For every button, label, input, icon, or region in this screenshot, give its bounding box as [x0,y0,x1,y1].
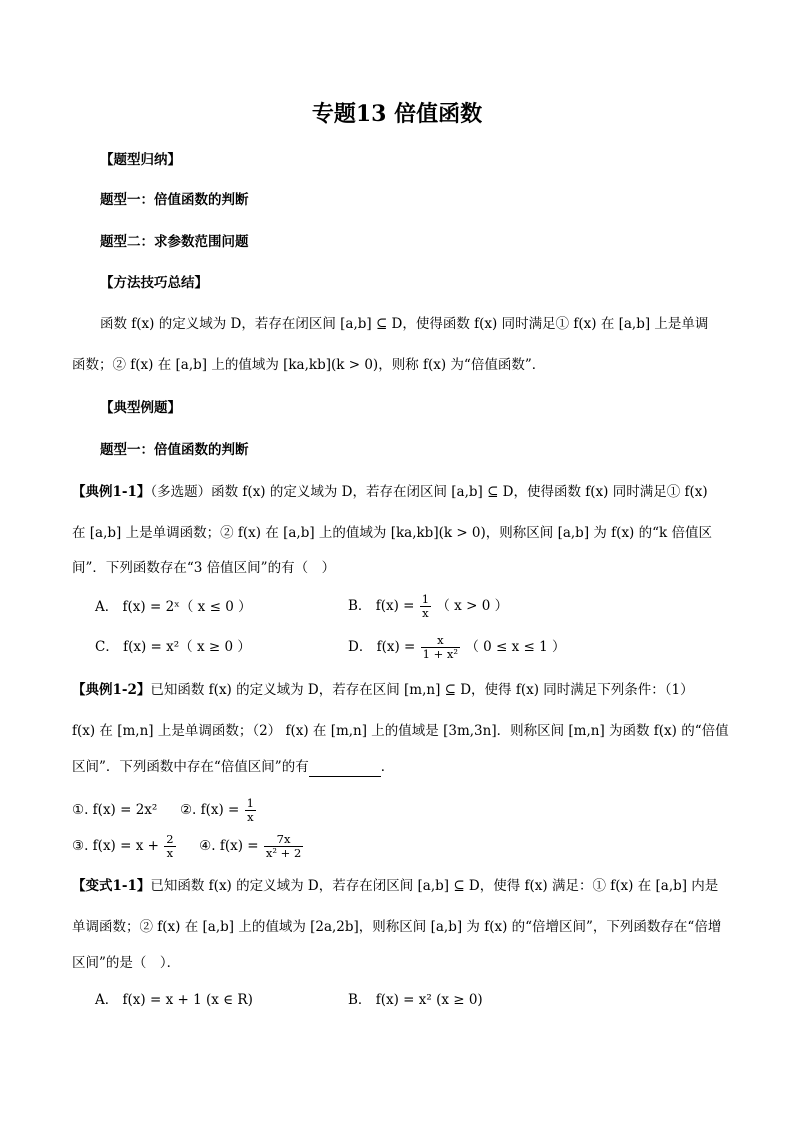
example-1-2-items-row-1 [72,794,257,826]
example-1-1-option-b [348,590,508,622]
type-one-heading-repeat: 题型一：倍值函数的判断 [100,442,249,458]
page-title: 专题13 倍值函数 [311,101,483,127]
item-3-denominator: x [166,846,174,860]
example-1-2-item-3-fraction [164,833,175,860]
item-4-denominator: x² + 2 [265,846,302,860]
section-heading-methods: 【方法技巧总结】 [100,275,208,291]
variant-1-1-option-a: A． f(x) = x + 1 (x ∈ R) [95,992,253,1008]
example-1-1-option-c: C． f(x) = x²（ x ≥ 0 ） [95,639,251,655]
example-1-2-line-3-end: ． [380,759,395,775]
example-1-2-item-1: ①. f(x) = 2x² [72,802,158,818]
item-4-numerator: 7x [264,833,303,847]
example-1-2-items-row-2 [72,830,304,862]
method-line-2: 函数；② f(x) 在 [a,b] 上的值域为 [ka,kb](k > 0)，则称 f(x) 为“倍值函数”． [72,357,546,373]
example-1-2-text: 已知函数 f(x) 的定义域为 D，若存在区间 [m,n] ⊆ D，使得 f(x) 同时满足下列条件：（1） [150,682,694,698]
example-1-1-label: 【典例1-1】 [72,484,151,500]
variant-1-1-line-1 [72,876,718,896]
option-b-prefix: B． f(x) = [348,598,415,614]
variant-1-1-text: 已知函数 f(x) 的定义域为 D，若存在闭区间 [a,b] ⊆ D，使得 f(x) 满足：① f(x) 在 [a,b] 内是 [150,878,719,894]
example-1-2-item-4-prefix: ④. f(x) = [199,838,259,854]
example-1-2-item-4-fraction [264,833,303,860]
example-1-2-line-3 [72,757,394,777]
section-heading-types: 【题型归纳】 [100,152,181,168]
example-1-2-label: 【典例1-2】 [72,682,151,698]
example-1-1-option-a: A． f(x) = 2ˣ（ x ≤ 0 ） [95,599,252,615]
example-1-2-item-3-prefix: ③. f(x) = x + [72,838,159,854]
option-d-fraction [421,634,460,661]
option-d-suffix: （ 0 ≤ x ≤ 1 ） [465,639,566,655]
option-d-numerator: x [421,634,460,648]
option-b-fraction [420,593,431,620]
example-1-2-line-3-text: 区间”．下列函数中存在“倍值区间”的有 [72,759,309,775]
example-1-2-line-2: f(x) 在 [m,n] 上是单调函数；（2） f(x) 在 [m,n] 上的值域是 [3m,3n]．则称区间 [m,n] 为函数 f(x) 的“倍值 [72,723,729,739]
variant-1-1-line-2: 单调函数；② f(x) 在 [a,b] 上的值域为 [2a,2b]，则称区间 [a,b] 为 f(x) 的“倍增区间”，下列函数存在“倍增 [72,919,722,935]
item-3-numerator: 2 [166,832,174,846]
method-line-1: 函数 f(x) 的定义域为 D，若存在闭区间 [a,b] ⊆ D，使得函数 f(x) 同时满足① f(x) 在 [a,b] 上是单调 [100,316,709,332]
option-d-denominator: 1 + x² [422,647,459,661]
example-1-2-item-2-fraction [245,797,256,824]
type-two-heading: 题型二：求参数范围问题 [100,234,249,250]
example-1-2-item-2-prefix: ②. f(x) = [179,802,240,818]
example-1-1-text: （多选题）函数 f(x) 的定义域为 D，若存在闭区间 [a,b] ⊆ D，使得函数 f(x) 同时满足① f(x) [150,484,708,500]
answer-blank[interactable] [309,762,381,777]
type-one-heading: 题型一：倍值函数的判断 [100,192,249,208]
example-1-1-line-2: 在 [a,b] 上是单调函数；② f(x) 在 [a,b] 上的值域为 [ka,kb](k > 0)，则称区间 [a,b] 为 f(x) 的“k 倍值区 [72,525,712,541]
example-1-1-line-1 [72,482,708,502]
section-heading-examples: 【典型例题】 [100,400,181,416]
item-2-denominator: x [247,810,254,824]
variant-1-1-line-3: 区间”的是（ ）． [72,955,181,971]
example-1-1-line-3: 间”．下列函数存在“3 倍值区间”的有（ ） [72,560,336,576]
item-2-numerator: 1 [246,796,254,810]
option-b-denominator: x [422,606,429,620]
option-b-suffix: （ x > 0 ） [436,598,509,614]
example-1-1-option-d [348,631,566,663]
option-b-numerator: 1 [421,592,430,606]
example-1-2-line-1 [72,680,694,700]
variant-1-1-option-b: B． f(x) = x² (x ≥ 0) [348,992,483,1008]
variant-1-1-label: 【变式1-1】 [72,878,151,894]
option-d-prefix: D． f(x) = [348,639,416,655]
